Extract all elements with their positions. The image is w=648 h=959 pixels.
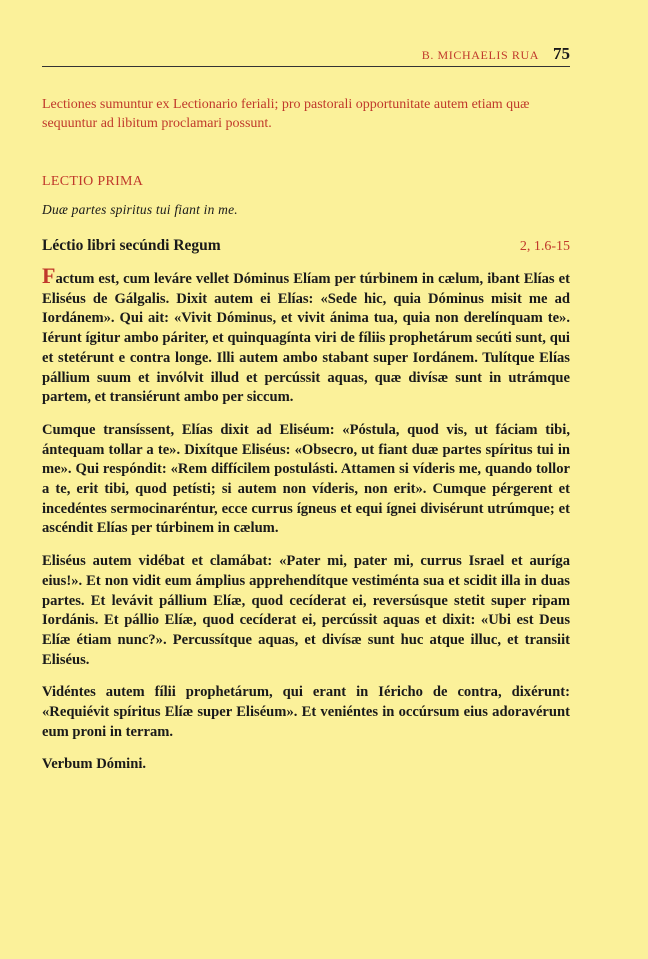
page-number: 75 [553, 44, 570, 63]
header-rule [42, 66, 570, 67]
reading-body [42, 263, 570, 788]
paragraph-4: Vidéntes autem fílii prophetárum, qui erant in Iéricho de contra, dixérunt: «Requiévit spíritus Elíæ super Eliséum». Et veniéntes in occúrsum eius adoravérunt eum proni in terram. [42, 684, 570, 740]
rubric-note: Lectiones sumuntur ex Lectionario feriali; pro pastorali opportunitate autem etiam quæ sequuntur ad libitum proclamari possunt. [42, 97, 530, 131]
paragraph-1 [42, 263, 570, 408]
reading-reference: 2, 1.6-15 [519, 239, 570, 254]
page-header [42, 44, 570, 64]
paragraph-1-text: actum est, cum leváre vellet Dóminus Elíam per túrbinem in cælum, ibant Elías et Eliséus de Gálgalis. Dixit autem ei Elías: «Sede hic, quia Dóminus misit me ad Iordánem». Qui ait: «Vivit Dóminus, et vivit ánima tua, quia non derelínquam te». Iérunt ígitur ambo páriter, et quinquagínta viri de fíliis prophetárum secúti sunt, qui et stetérunt e contra longe. Illi autem ambo stabant super Iordánem. Tulítque Elías pállium suum et invólvit illud et percússit aquas, quæ divísæ sunt in utrámque partem, et transiérunt ambo per siccum. [42, 271, 570, 406]
paragraph-2: Cumque transíssent, Elías dixit ad Eliséum: «Póstula, quod vis, ut fáciam tibi, ántequam tollar a te». Dixítque Eliséus: «Obsecro, ut fiant duæ partes spíritus tui in me». Qui respóndit: «Rem diffícilem postulásti. Attamen si víderis me, quando tollor a te, erit tibi, quod petísti; si autem non víderis, non erit». Cumque pérgerent et incedéntes sermocinaréntur, ecce currus ígneus et equi ígnei divisérunt utrúmque; et ascéndit Elías per túrbinem in cælum. [42, 421, 570, 537]
lectio-motto: Duæ partes spiritus tui fiant in me. [42, 202, 238, 217]
running-head: B. MICHAELIS RUA [421, 48, 539, 62]
lectio-heading: LECTIO PRIMA [42, 174, 144, 189]
closing-acclamation: Verbum Dómini. [42, 756, 147, 773]
paragraph-3: Eliséus autem vidébat et clamábat: «Pater mi, pater mi, currus Israel et auríga eius!». Et non vidit eum ámplius apprehendítque vestiménta sua et scidit illa in duas partes. Et levávit pállium Elíæ, quod cecíderat ei, reversúsque stetit super ripam Iordánis. Et pállio Elíæ, quod cecíderat ei, percússit aquas et dixit: «Ubi est Deus Elíæ étiam nunc?». Percussítque aquas, et divísæ sunt huc atque illuc, et transiit Eliséus. [42, 553, 570, 668]
initial-letter: F [42, 263, 56, 288]
reading-title: Léctio libri secúndi Regum [42, 237, 221, 254]
reading-title-row [42, 237, 570, 255]
